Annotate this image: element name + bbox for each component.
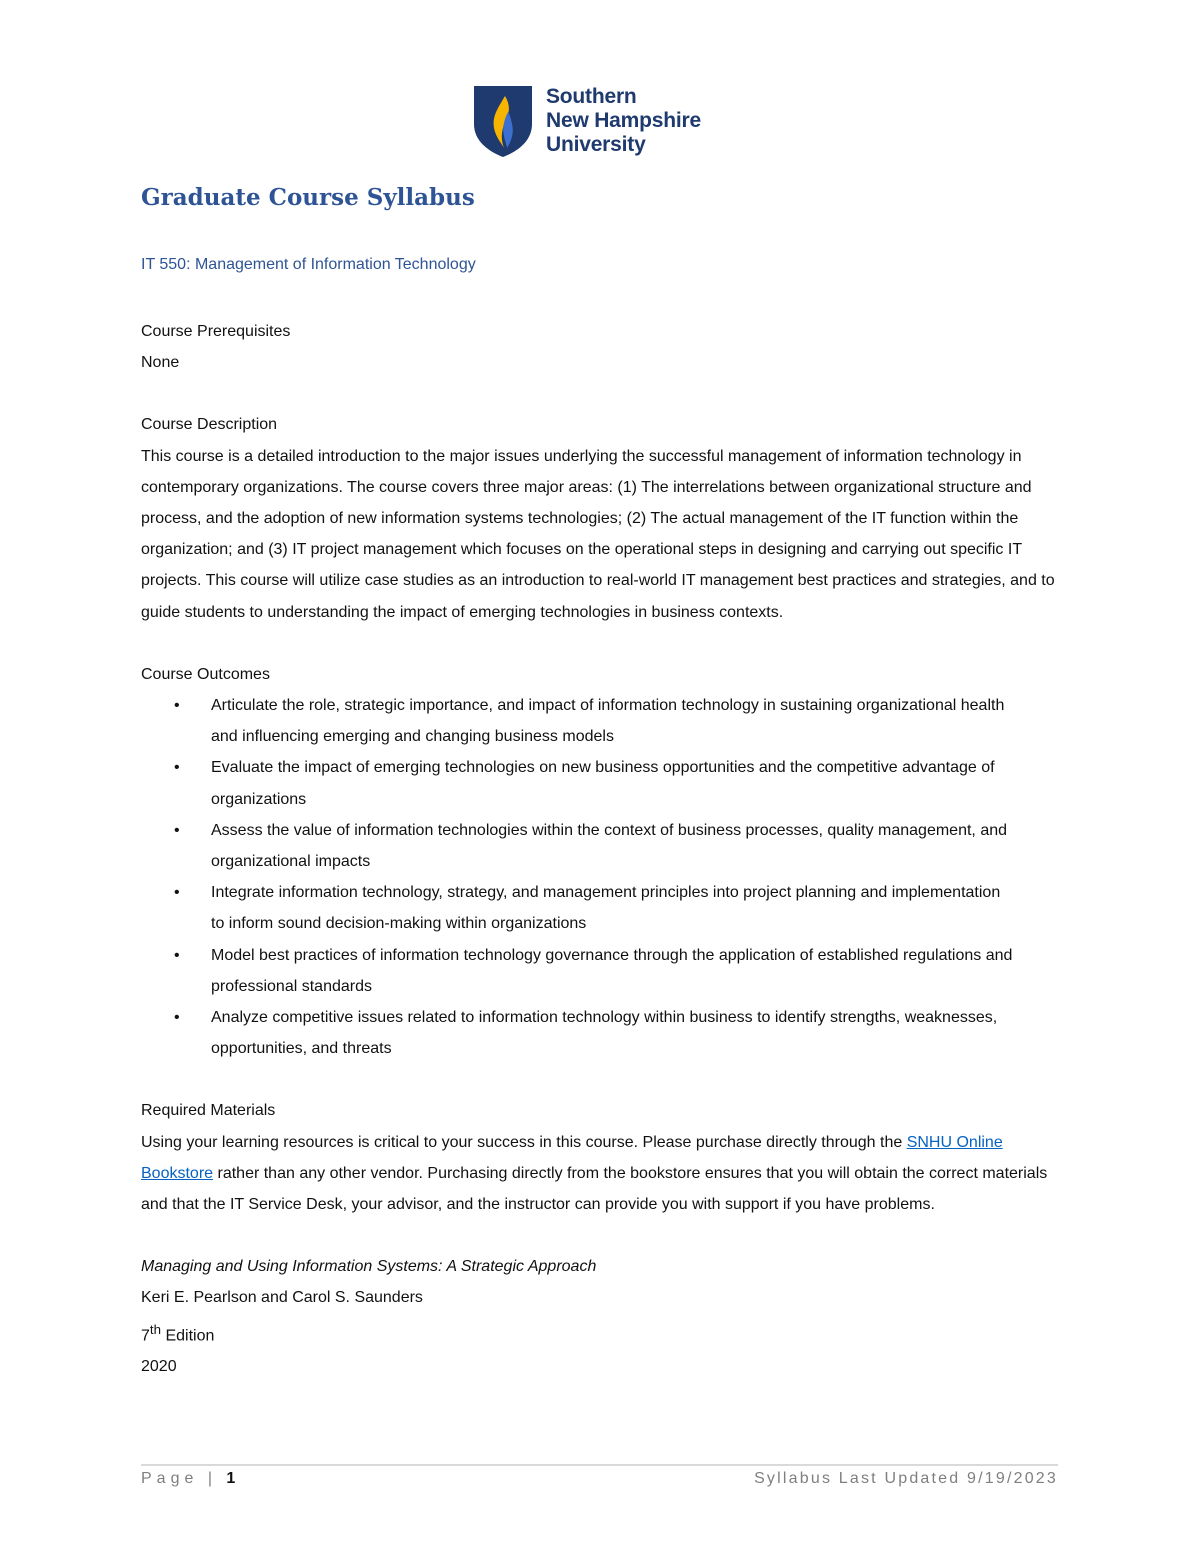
outcomes-heading: Course Outcomes [141,665,270,683]
outcome-item: • Integrate information technology, strategy, and management principles into project planning and implementation to inform sound decision-making within organizations [141,877,1056,939]
bullet-icon: • [174,1009,180,1027]
book-year: 2020 [141,1358,177,1376]
bullet-icon: • [174,884,180,902]
logo-wordmark [546,85,701,157]
outcome-item: • Articulate the role, strategic importance, and impact of information technology in sustaining organizational health and influencing emerging and changing business models [141,690,1056,752]
outcome-item: • Model best practices of information technology governance through the application of established regulations and professional standards [141,940,1056,1002]
last-updated: Syllabus Last Updated 9/19/2023 [754,1470,1058,1487]
book-authors: Keri E. Pearlson and Carol S. Saunders [141,1289,423,1307]
logo-line-1: Southern [546,85,637,108]
logo-line-3: University [546,133,646,156]
outcomes-list [141,690,1056,1064]
snhu-bookstore-link[interactable]: SNHU Online Bookstore [141,1133,1003,1182]
flame-shield-icon [472,84,534,158]
bullet-icon: • [174,946,180,964]
outcome-item: • Analyze competitive issues related to information technology within business to identify strengths, weaknesses, opportunities, and threats [141,1002,1056,1064]
bullet-icon: • [174,697,180,715]
page-number: Page | 1 [141,1470,236,1487]
book-edition: 7th Edition [141,1321,215,1345]
footer-divider [141,1464,1058,1466]
materials-heading: Required Materials [141,1102,276,1120]
page-title: Graduate Course Syllabus [141,184,475,211]
logo-line-2: New Hampshire [546,109,701,132]
course-code: IT 550: Management of Information Technology [141,256,476,273]
snhu-logo [472,84,742,162]
materials-text: Using your learning resources is critical to your success in this course. Please purchase directly through the SNHU Online Bookstore rather than any other vendor. Purchasing directly from the bookstore ensures that you will obtain the correct materials and that the IT Service Desk, your advisor, and the instructor can provide you with support if you have problems. [141,1133,1048,1214]
description-text: This course is a detailed introduction to the major issues underlying the successful management of information technology in contemporary organizations. The course covers three major areas: (1) The interrelations between organizational structure and process, and the adoption of new information systems technologies; (2) The actual management of the IT function within the organization; and (3) IT project management which focuses on the operational steps in designing and carrying out specific IT projects. This course will utilize case studies as an introduction to real-world IT management best practices and strategies, and to guide students to understanding the impact of emerging technologies in business contexts. [141,447,1055,621]
description-heading: Course Description [141,416,278,434]
outcome-item: • Evaluate the impact of emerging technologies on new business opportunities and the competitive advantage of organizations [141,752,1056,814]
prerequisites-value: None [141,354,180,372]
book-title: Managing and Using Information Systems: A Strategic Approach [141,1258,597,1276]
bullet-icon: • [174,821,180,839]
outcome-item: • Assess the value of information technologies within the context of business processes, quality management, and organizational impacts [141,815,1056,877]
bullet-icon: • [174,759,180,777]
prerequisites-heading: Course Prerequisites [141,323,291,340]
syllabus-content [141,316,1056,1382]
